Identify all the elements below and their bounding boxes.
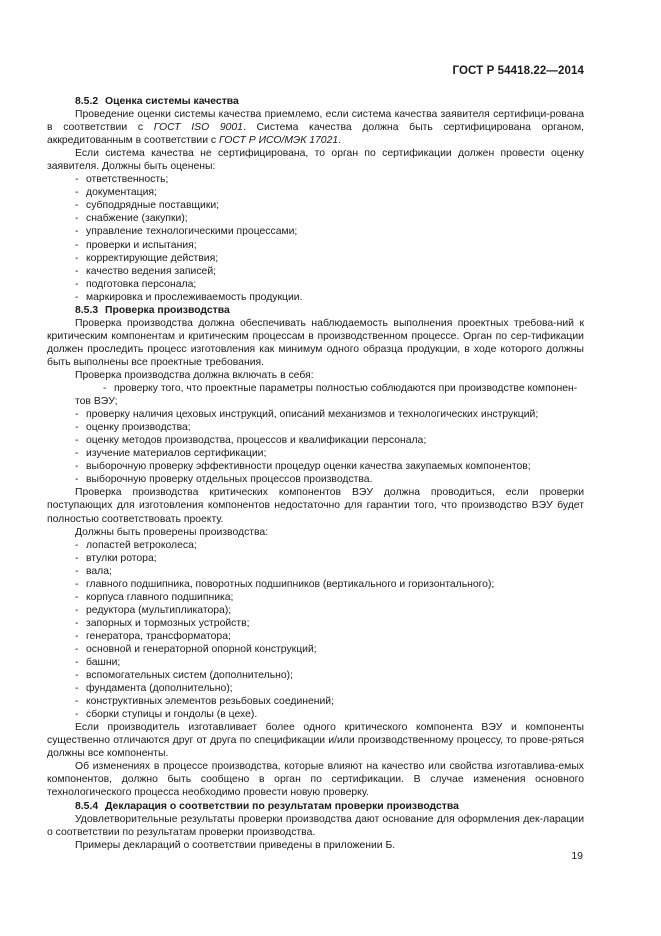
paragraph: Должны быть проверены производства: — [75, 526, 269, 538]
components-list — [47, 539, 584, 722]
list-item: - маркировка и прослеживаемость продукции. — [75, 291, 303, 303]
list-item: - подготовка персонала; — [75, 278, 197, 290]
section-heading-8-5-3 — [47, 304, 584, 317]
list-item: - генератора, трансформатора; — [75, 630, 231, 642]
evaluation-list — [47, 173, 584, 303]
list-item: - вспомогательных систем (дополнительно); — [75, 670, 294, 682]
text-run: . — [338, 135, 342, 147]
section-number: 8.5.4 — [75, 800, 99, 812]
page-number: 19 — [571, 850, 583, 862]
list-item: - оценку методов производства, процессов и квалификации персонала; — [75, 435, 427, 447]
list-item: - редуктора (мультипликатора); — [75, 604, 232, 616]
list-item: - документация; — [75, 187, 157, 199]
paragraph: Об изменениях в процессе производства, которые влияют на качество или свойства изготавлива-емых компонентов, должно быть сообщено в орган по сертификации. В случае изменения основного технологического процесса необходимо провести новую проверку. — [47, 761, 584, 799]
list-item: - выборочную проверку отдельных процессов производства. — [75, 474, 373, 486]
paragraph: Если система качества не сертифицирована, то орган по сертификации должен провести оценку заявителя. Должны быть оценены: — [47, 148, 584, 173]
list-item: - проверку того, что проектные параметры полностью соблюдаются при производстве компонен-тов ВЭУ; — [75, 383, 578, 408]
list-item: - изучение материалов сертификации; — [75, 448, 267, 460]
list-item: - снабжение (закупки); — [75, 213, 188, 225]
list-item: - проверки и испытания; — [75, 239, 197, 251]
list-item: - управление технологическими процессами; — [75, 226, 298, 238]
list-item: - корректирующие действия; — [75, 252, 219, 264]
list-item: - конструктивных элементов резьбовых соединений; — [75, 696, 334, 708]
section-title: Оценка системы качества — [105, 96, 239, 107]
paragraph: Если производитель изготавливает более одного критического компонента ВЭУ и компоненты существенно отличаются друг от друга по спецификации и/или производственному процессу, то прове-ряться должны все компоненты. — [47, 722, 584, 760]
document-code: ГОСТ Р 54418.22—2014 — [452, 65, 584, 77]
list-item: - вала; — [75, 565, 112, 577]
reference-gost-iso-iec-17021: ГОСТ Р ИСО/МЭК 17021 — [218, 135, 339, 147]
paragraph — [47, 108, 584, 147]
paragraph: Удовлетворительные результаты проверки производства дают основание для оформления дек-ларации о соответствии по результатам проверки производства. — [47, 813, 584, 838]
section-title: Проверка производства — [105, 304, 230, 316]
list-item: - главного подшипника, поворотных подшипников (вертикального и горизонтального); — [75, 578, 495, 590]
list-item: - башни; — [75, 657, 121, 669]
list-item: - проверку наличия цеховых инструкций, описаний механизмов и технологических инструкций; — [75, 409, 539, 421]
paragraph: Примеры деклараций о соответствии приведены в приложении Б. — [75, 839, 396, 851]
section-number: 8.5.3 — [75, 304, 99, 316]
list-item: - втулки ротора; — [75, 552, 157, 564]
list-item: - фундамента (дополнительно); — [75, 683, 233, 695]
paragraph: Проверка производства критических компонентов ВЭУ должна проводиться, если проверки поступающих для изготовления компонентов недостаточно для гарантии того, что производство ВЭУ будет полностью соответствовать проекту. — [47, 487, 584, 525]
list-item: - оценку производства; — [75, 422, 191, 434]
list-item: - запорных и тормозных устройств; — [75, 617, 250, 629]
text-run: Проведение оценки системы качества приемлемо, если система качества заявителя сертифици-рована в соответствии с — [47, 109, 584, 134]
list-item: - выборочную проверку эффективности процедур оценки качества закупаемых компонентов; — [75, 461, 531, 473]
section-number: 8.5.2 — [75, 96, 99, 107]
paragraph: Проверка производства должна обеспечивать наблюдаемость выполнения проектных требова-ний к критическим компонентам и критическим процессам в производственном процессе. Орган по сер-тификации должен проследить процесс изготовления как минимум одного образца продукции, в ходе которого должны быть выполнены все проектные требования. — [47, 317, 584, 368]
list-item: - лопастей ветроколеса; — [75, 539, 197, 551]
reference-gost-iso-9001: ГОСТ ISO 9001 — [153, 122, 243, 134]
list-item: - качество ведения записей; — [75, 265, 217, 277]
list-item: - субподрядные поставщики; — [75, 200, 220, 212]
list-item: - основной и генераторной опорной конструкций; — [75, 643, 317, 655]
paragraph: Проверка производства должна включать в себя: — [75, 369, 314, 381]
list-item: - корпуса главного подшипника; — [75, 591, 234, 603]
text-run: . Система качества должна быть сертифицирована органом, аккредитованным в соответствии с — [47, 122, 585, 147]
section-heading-8-5-4 — [47, 800, 584, 813]
list-item: - сборки ступицы и гондолы (в цехе). — [75, 709, 258, 721]
inspection-scope-list — [47, 382, 584, 486]
section-heading-8-5-2 — [47, 95, 584, 108]
section-title: Декларация о соответствии по результатам проверки производства — [105, 800, 459, 812]
list-item: - ответственность; — [75, 174, 169, 186]
page-body — [47, 95, 584, 852]
